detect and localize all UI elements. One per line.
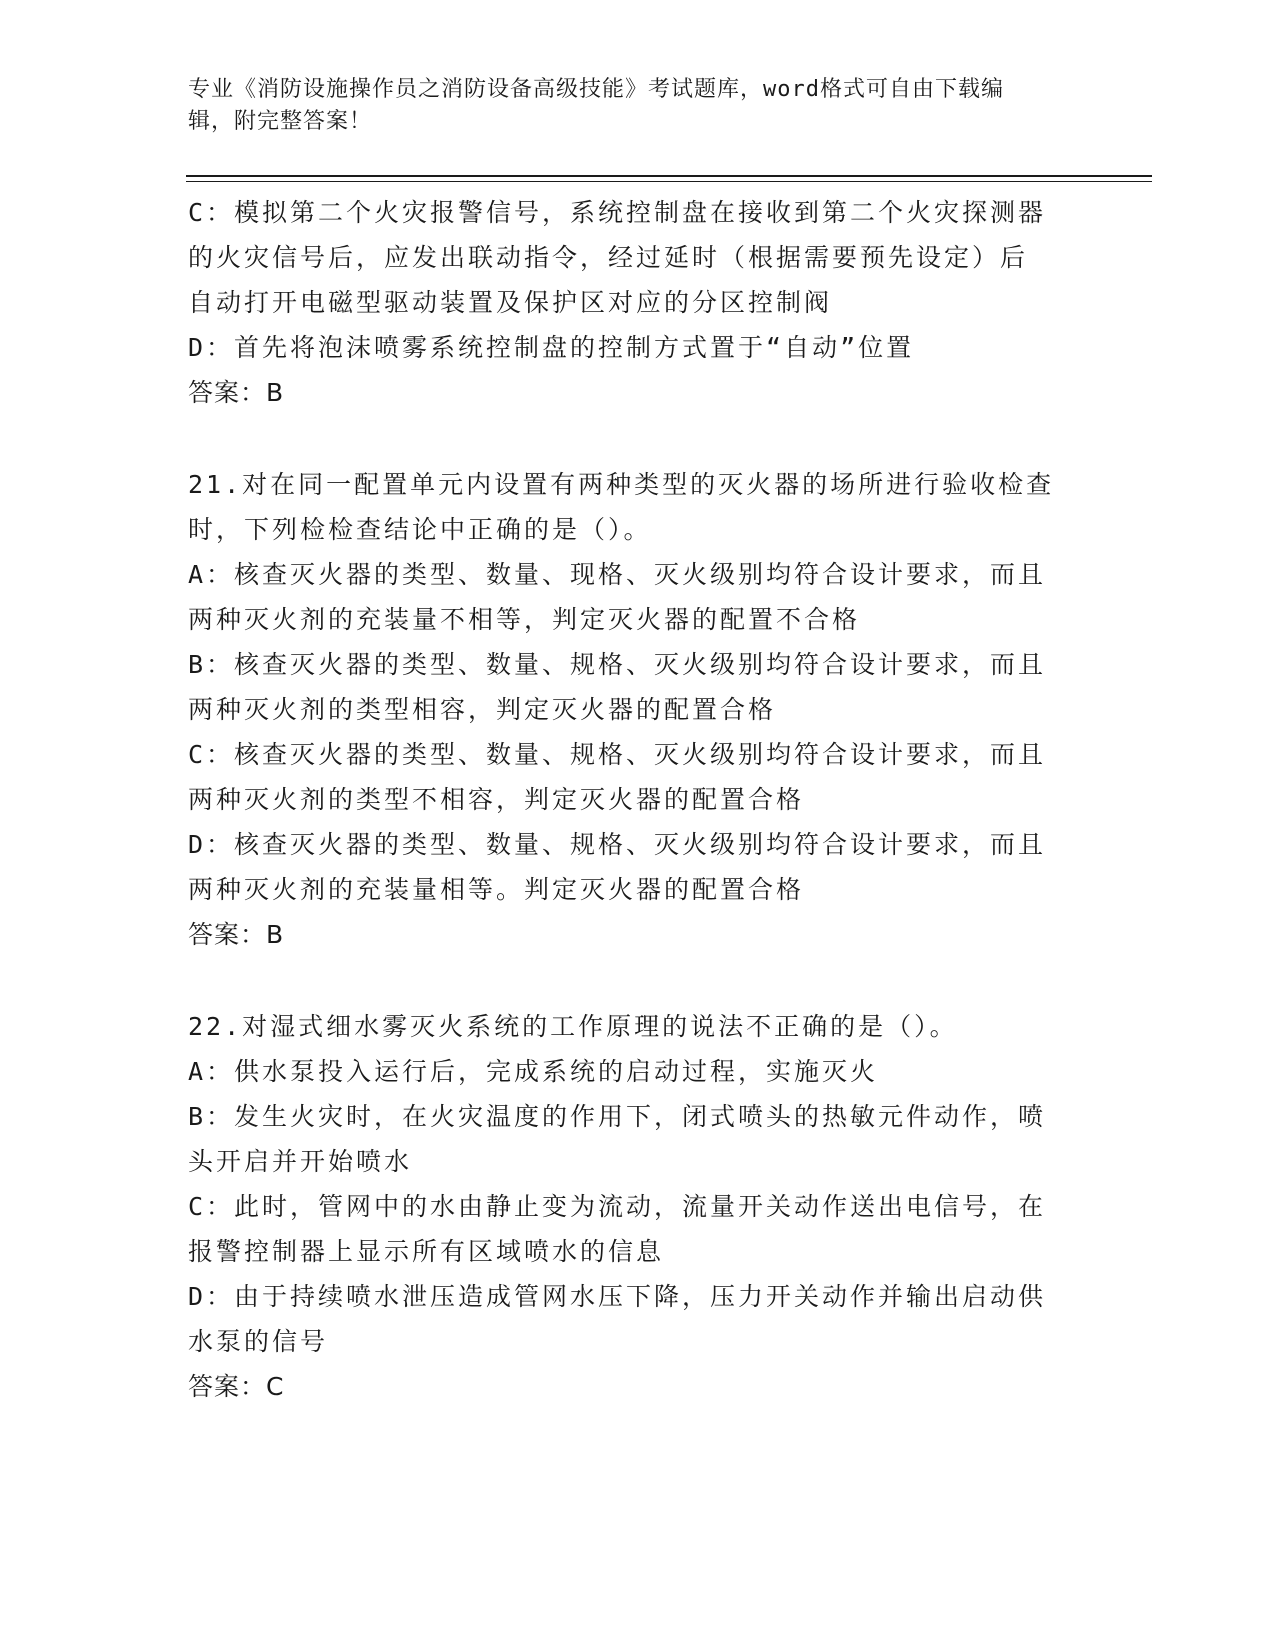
option-line: C：核查灭火器的类型、数量、规格、灭火级别均符合设计要求，而且	[188, 740, 1047, 769]
stem-line: 21.对在同一配置单元内设置有两种类型的灭火器的场所进行验收检查	[188, 470, 1055, 499]
option-d: D：首先将泡沫喷雾系统控制盘的控制方式置于“自动”位置	[188, 333, 915, 362]
header-line-2: 辑，附完整答案！	[188, 109, 373, 134]
option-line: 报警控制器上显示所有区域喷水的信息	[188, 1237, 665, 1266]
header-divider-thick	[186, 175, 1152, 177]
option-line: 两种灭火剂的类型不相容，判定灭火器的配置合格	[188, 785, 805, 814]
answer-line: 答案：B	[188, 378, 285, 407]
option-line: D：核查灭火器的类型、数量、规格、灭火级别均符合设计要求，而且	[188, 830, 1047, 859]
header-divider-thin	[186, 181, 1152, 182]
option-line: A：核查灭火器的类型、数量、现格、灭火级别均符合设计要求，而且	[188, 560, 1047, 589]
option-line: 两种灭火剂的充装量不相等，判定灭火器的配置不合格	[188, 605, 861, 634]
spacer	[188, 957, 1068, 1004]
answer-line: 答案：B	[188, 920, 285, 949]
option-line: 的火灾信号后，应发出联动指令，经过延时（根据需要预先设定）后	[188, 243, 1029, 272]
question-20-tail	[188, 190, 1068, 415]
option-line: B：核查灭火器的类型、数量、规格、灭火级别均符合设计要求，而且	[188, 650, 1047, 679]
page-header	[188, 74, 1068, 138]
option-a	[188, 552, 1068, 642]
spacer	[188, 415, 1068, 462]
option-line: B：发生火灾时，在火灾温度的作用下，闭式喷头的热敏元件动作，喷	[188, 1102, 1047, 1131]
option-line: 头开启并开始喷水	[188, 1147, 413, 1176]
option-c	[188, 190, 1068, 325]
option-c	[188, 1184, 1068, 1274]
answer-line: 答案：C	[188, 1372, 285, 1401]
option-line: 两种灭火剂的类型相容，判定灭火器的配置合格	[188, 695, 777, 724]
header-line-1: 专业《消防设施操作员之消防设备高级技能》考试题库，word格式可自由下载编	[188, 77, 1004, 102]
question-stem: 22.对湿式细水雾灭火系统的工作原理的说法不正确的是（）。	[188, 1012, 958, 1041]
option-b	[188, 642, 1068, 732]
option-line: 水泵的信号	[188, 1327, 329, 1356]
option-d	[188, 822, 1068, 912]
question-stem	[188, 462, 1068, 552]
option-d	[188, 1274, 1068, 1364]
stem-line: 时，下列检检查结论中正确的是（）。	[188, 515, 652, 544]
option-a: A：供水泵投入运行后，完成系统的启动过程，实施灭火	[188, 1057, 879, 1086]
option-c	[188, 732, 1068, 822]
option-line: D：由于持续喷水泄压造成管网水压下降，压力开关动作并输出启动供	[188, 1282, 1047, 1311]
question-22	[188, 1004, 1068, 1409]
option-line: 两种灭火剂的充装量相等。判定灭火器的配置合格	[188, 875, 805, 904]
option-line: C：模拟第二个火灾报警信号，系统控制盘在接收到第二个火灾探测器	[188, 198, 1047, 227]
option-line: C：此时，管网中的水由静止变为流动，流量开关动作送出电信号，在	[188, 1192, 1047, 1221]
option-b	[188, 1094, 1068, 1184]
document-body	[188, 190, 1068, 1409]
option-line: 自动打开电磁型驱动装置及保护区对应的分区控制阀	[188, 288, 833, 317]
question-21	[188, 462, 1068, 957]
